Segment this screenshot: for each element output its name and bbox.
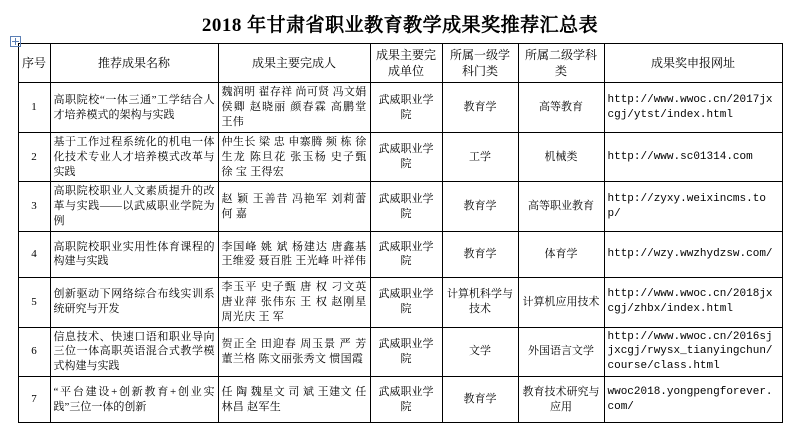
category-secondary: 体育学: [518, 231, 604, 277]
unit: 武威职业学院: [370, 182, 442, 232]
table-row: [18, 277, 782, 327]
category-secondary: 高等教育: [518, 83, 604, 133]
category-primary: 教育学: [442, 377, 518, 423]
column-header-category2: 所属二级学科类: [518, 44, 604, 83]
table-row: [18, 132, 782, 182]
table-header-row: [18, 44, 782, 83]
column-header-name: 推荐成果名称: [50, 44, 218, 83]
category-primary: 文学: [442, 327, 518, 377]
contributors: 仲生长 梁 忠 申寨腾 频 栋 徐生龙 陈旦花 张玉杨 史子甄 徐 宝 王得宏: [218, 132, 370, 182]
achievement-name: 高职院校职业人文素质提升的改革与实践——以武威职业学院为例: [50, 182, 218, 232]
achievement-name: 高职院校职业实用性体育课程的构建与实践: [50, 231, 218, 277]
category-primary: 教育学: [442, 83, 518, 133]
column-header-no: 序号: [18, 44, 50, 83]
unit: 武威职业学院: [370, 231, 442, 277]
table-row: [18, 377, 782, 423]
achievement-name: “平台建设+创新教育+创业实践”三位一体的创新: [50, 377, 218, 423]
category-secondary: 机械类: [518, 132, 604, 182]
category-primary: 工学: [442, 132, 518, 182]
row-number: 1: [18, 83, 50, 133]
column-header-person: 成果主要完成人: [218, 44, 370, 83]
unit: 武威职业学院: [370, 377, 442, 423]
unit: 武威职业学院: [370, 132, 442, 182]
row-number: 6: [18, 327, 50, 377]
category-primary: 计算机科学与技术: [442, 277, 518, 327]
contributors: 赵 颖 王善昔 冯艳军 刘莉蕾 何 嘉: [218, 182, 370, 232]
crop-mark-icon: [10, 36, 21, 47]
category-secondary: 教育技术研究与应用: [518, 377, 604, 423]
unit: 武威职业学院: [370, 327, 442, 377]
unit: 武威职业学院: [370, 83, 442, 133]
table-row: [18, 327, 782, 377]
category-secondary: 高等职业教育: [518, 182, 604, 232]
category-primary: 教育学: [442, 231, 518, 277]
achievement-name: 基于工作过程系统化的机电一体化技术专业人才培养模式改革与实践: [50, 132, 218, 182]
application-url[interactable]: http://www.wwoc.cn/2017jxcgj/ytst/index.html: [604, 83, 782, 133]
row-number: 5: [18, 277, 50, 327]
category-primary: 教育学: [442, 182, 518, 232]
application-url[interactable]: http://www.wwoc.cn/2016sjjxcgj/rwysx_tianyingchun/course/class.html: [604, 327, 782, 377]
achievement-name: 创新驱动下网络综合布线实训系统研究与开发: [50, 277, 218, 327]
contributors: 李国峰 姚 斌 杨建达 唐鑫基 王维爱 聂百胜 王光峰 叶祥伟: [218, 231, 370, 277]
page-title: 2018 年甘肃省职业教育教学成果奖推荐汇总表: [201, 15, 599, 36]
achievement-name: 高职院校“一体三通”工学结合人才培养模式的架构与实践: [50, 83, 218, 133]
category-secondary: 计算机应用技术: [518, 277, 604, 327]
row-number: 4: [18, 231, 50, 277]
column-header-unit: 成果主要完成单位: [370, 44, 442, 83]
row-number: 3: [18, 182, 50, 232]
table-row: [18, 83, 782, 133]
unit: 武威职业学院: [370, 277, 442, 327]
application-url[interactable]: http://www.sc01314.com: [604, 132, 782, 182]
application-url[interactable]: http://zyxy.weixincms.top/: [604, 182, 782, 232]
application-url[interactable]: wwoc2018.yongpengforever.com/: [604, 377, 782, 423]
column-header-category1: 所属一级学科门类: [442, 44, 518, 83]
column-header-url: 成果奖申报网址: [604, 44, 782, 83]
contributors: 贺正全 田迎春 周玉景 严 芳 董兰格 陈文丽张秀文 惯国霞: [218, 327, 370, 377]
row-number: 7: [18, 377, 50, 423]
results-table: [18, 43, 783, 423]
row-number: 2: [18, 132, 50, 182]
table-row: [18, 231, 782, 277]
contributors: 魏润明 翟存祥 尚可贤 冯文娟 侯卿 赵晓丽 颜春霖 高鹏堂 王伟: [218, 83, 370, 133]
category-secondary: 外国语言文学: [518, 327, 604, 377]
contributors: 李玉平 史子甄 唐 权 刁文英 唐业萍 张伟东 王 权 赵刚星 周光庆 王 军: [218, 277, 370, 327]
application-url[interactable]: http://www.wwoc.cn/2018jxcgj/zhbx/index.html: [604, 277, 782, 327]
achievement-name: 信息技术、快速口语和职业导向三位一体高职英语混合式教学模式构建与实践: [50, 327, 218, 377]
table-row: [18, 182, 782, 232]
application-url[interactable]: http://wzy.wwzhydzsw.com/: [604, 231, 782, 277]
contributors: 任 陶 魏星文 司 斌 王建文 任林昌 赵军生: [218, 377, 370, 423]
